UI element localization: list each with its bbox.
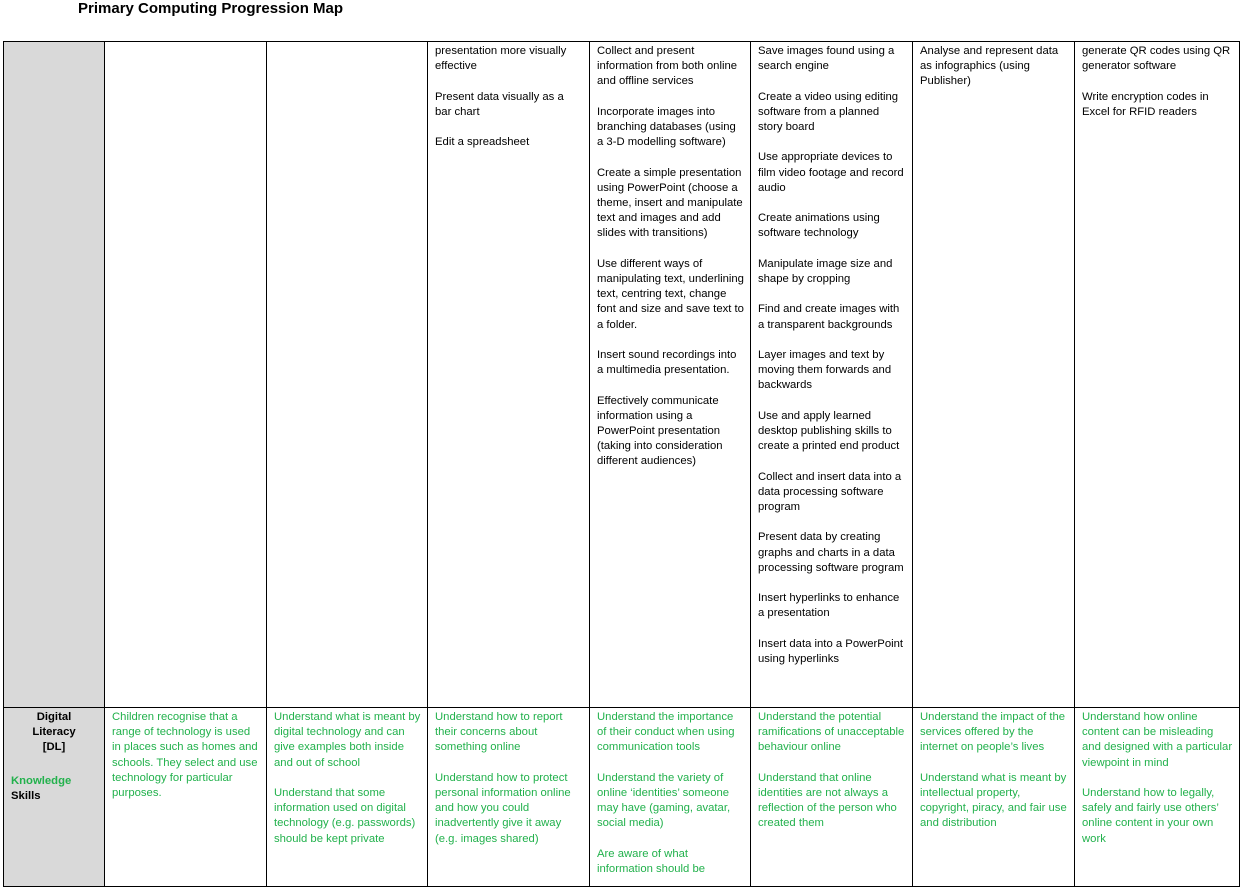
dl-item: Are aware of what information should be [597, 847, 706, 875]
row-label-line2: Literacy [32, 726, 76, 739]
progression-table [3, 41, 1240, 887]
dl-cell-5 [751, 708, 913, 887]
skill-item: generate QR codes using QR generator software [1082, 45, 1231, 73]
digital-literacy-row [4, 708, 1240, 887]
skill-item: Present data by creating graphs and charts in a data processing software program [758, 531, 904, 574]
skill-item: Create animations using software technology [758, 212, 880, 240]
skill-item: Create a simple presentation using PowerPoint (choose a theme, insert and manipulate text and images and add slides with transitions) [597, 166, 743, 240]
skills-label: Skills [11, 789, 41, 802]
skills-cell-6 [913, 42, 1075, 708]
skill-item: presentation more visually effective [435, 45, 567, 73]
skill-item: Insert hyperlinks to enhance a presentation [758, 592, 900, 620]
skills-cell-7 [1075, 42, 1240, 708]
skills-cell-5 [751, 42, 913, 708]
row-header-skills [4, 42, 105, 708]
knowledge-label: Knowledge [11, 774, 72, 787]
row-label-line1: Digital [36, 711, 72, 723]
skills-row [4, 42, 1240, 708]
dl-item: Understand what is meant by digital technology and can give examples both inside and out of school [274, 711, 421, 769]
skill-item: Analyse and represent data as infographics (using Publisher) [920, 45, 1059, 88]
page-title: Primary Computing Progression Map [78, 0, 344, 17]
skill-item: Present data visually as a bar chart [435, 90, 564, 118]
dl-item: Understand that online identities are not always a reflection of the person who created them [758, 771, 897, 830]
skill-item: Edit a spreadsheet [435, 136, 530, 149]
skill-item: Create a video using editing software from a planned story board [758, 90, 899, 133]
skill-item: Find and create images with a transparent backgrounds [758, 303, 900, 331]
dl-item: Understand how to protect personal information online and how you could inadvertently give it away (e.g. images shared) [435, 771, 571, 845]
dl-item: Understand the potential ramifications of unacceptable behaviour online [758, 711, 905, 754]
skill-item: Collect and insert data into a data processing software program [758, 470, 902, 513]
skill-item: Insert data into a PowerPoint using hyperlinks [758, 637, 904, 665]
skill-item: Insert sound recordings into a multimedia presentation. [597, 349, 737, 377]
dl-item: Understand how online content can be misleading and designed with a particular viewpoint in mind [1082, 711, 1233, 769]
skills-cell-2 [267, 42, 428, 708]
row-label-line3: [DL] [42, 741, 66, 754]
dl-cell-4 [590, 708, 751, 887]
dl-item: Understand the importance of their conduct when using communication tools [597, 711, 735, 754]
dl-cell-7 [1075, 708, 1240, 887]
skills-cell-4 [590, 42, 751, 708]
dl-item: Understand the variety of online ‘identities’ someone may have (gaming, avatar, social media) [597, 771, 731, 830]
dl-cell-3 [428, 708, 590, 887]
dl-item: Understand the impact of the services offered by the internet on people’s lives [920, 711, 1066, 754]
dl-item: Understand how to report their concerns about something online [435, 711, 563, 754]
skill-item: Incorporate images into branching databases (using a 3-D modelling software) [597, 105, 736, 149]
skill-item: Write encryption codes in Excel for RFID readers [1082, 90, 1209, 118]
dl-item: Understand how to legally, safely and fairly use others’ online content in your own work [1082, 787, 1219, 845]
skill-item: Save images found using a search engine [758, 45, 895, 73]
dl-cell-1 [105, 708, 267, 887]
skills-cell-1 [105, 42, 267, 708]
row-header-digital-literacy [4, 708, 105, 887]
dl-item: Understand what is meant by intellectual property, copyright, piracy, and fair use and distribution [920, 771, 1067, 830]
dl-item: Understand that some information used on digital technology (e.g. passwords) should be kept private [274, 787, 416, 845]
skill-item: Manipulate image size and shape by cropping [758, 257, 893, 285]
dl-item: Children recognise that a range of technology is used in places such as homes and schools. They select and use technology for particular purposes. [112, 711, 258, 800]
skill-item: Collect and present information from both online and offline services [597, 45, 738, 88]
skill-item: Use different ways of manipulating text, underlining text, centring text, change font and size and save text to a folder. [597, 257, 744, 331]
dl-cell-2 [267, 708, 428, 887]
skills-cell-3 [428, 42, 590, 708]
skill-item: Layer images and text by moving them forwards and backwards [758, 348, 892, 392]
skill-item: Use and apply learned desktop publishing skills to create a printed end product [758, 409, 900, 453]
skill-item: Use appropriate devices to film video footage and record audio [758, 151, 904, 194]
dl-cell-6 [913, 708, 1075, 887]
skill-item: Effectively communicate information using a PowerPoint presentation (taking into consideration different audiences) [597, 394, 723, 468]
